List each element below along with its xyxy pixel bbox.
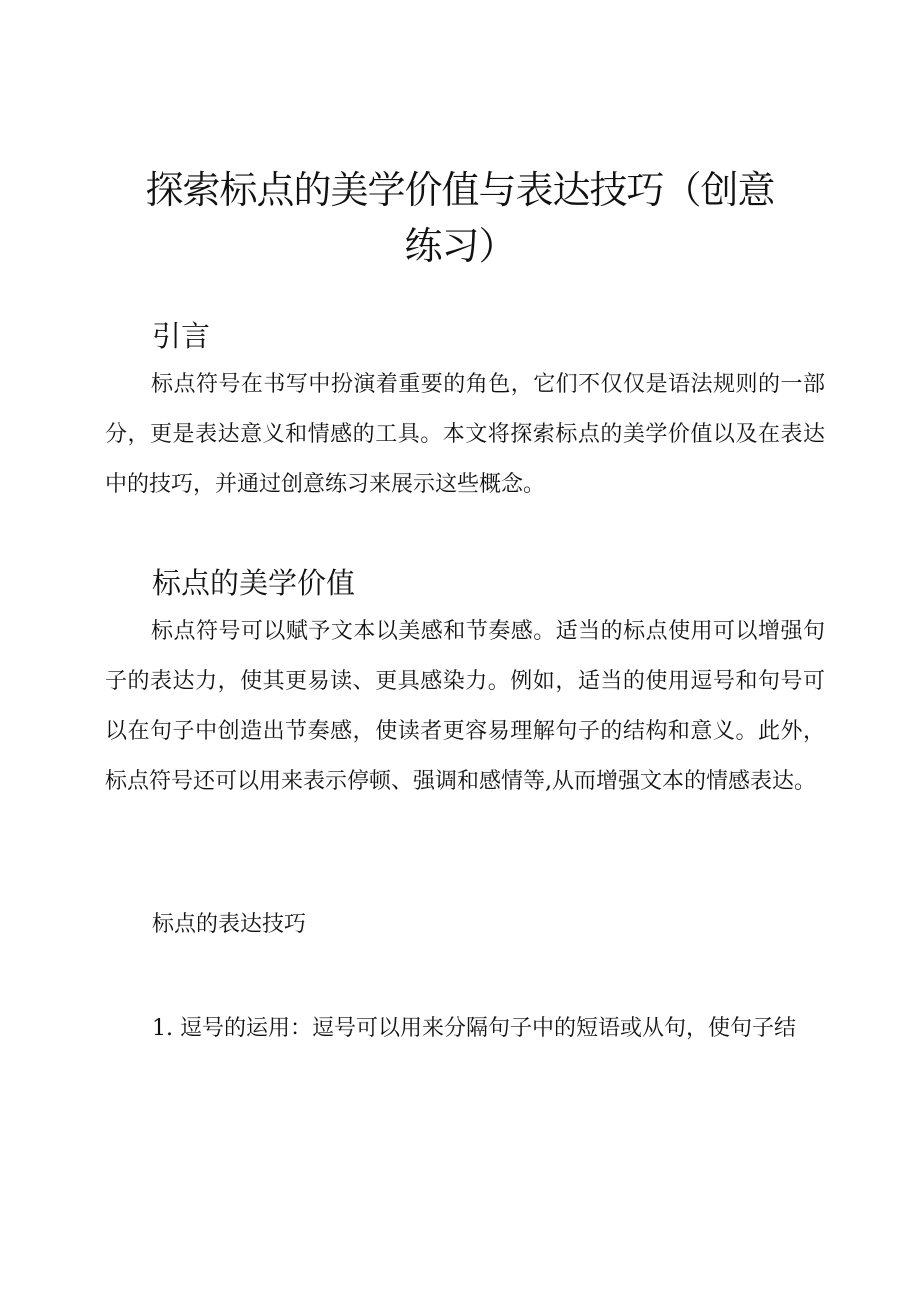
introduction-paragraph: 标点符号在书写中扮演着重要的角色，它们不仅仅是语法规则的一部分，更是表达意义和情感的工具。本文将探索标点的美学价值以及在表达中的技巧，并通过创意练习来展示这些概念。 xyxy=(105,372,825,497)
document-title: 探索标点的美学价值与表达技巧（创意练习） xyxy=(145,168,775,268)
section-heading-introduction: 引言 xyxy=(152,319,211,353)
section-heading-aesthetic-value: 标点的美学价值 xyxy=(152,566,356,600)
section-heading-expression-techniques: 标点的表达技巧 xyxy=(152,912,307,937)
list-item: 1. 逗号的运用：逗号可以用来分隔句子中的短语或从句，使句子结 xyxy=(152,1016,796,1041)
aesthetic-value-paragraph: 标点符号可以赋予文本以美感和节奏感。适当的标点使用可以增强句子的表达力，使其更易读、更具感染力。例如，适当的使用逗号和句号可以在句子中创造出节奏感，使读者更容易理解句子的结构和意义。此外，标点符号还可以用来表示停顿、强调和感情等,从而增强文本的情感表达。 xyxy=(105,619,825,794)
